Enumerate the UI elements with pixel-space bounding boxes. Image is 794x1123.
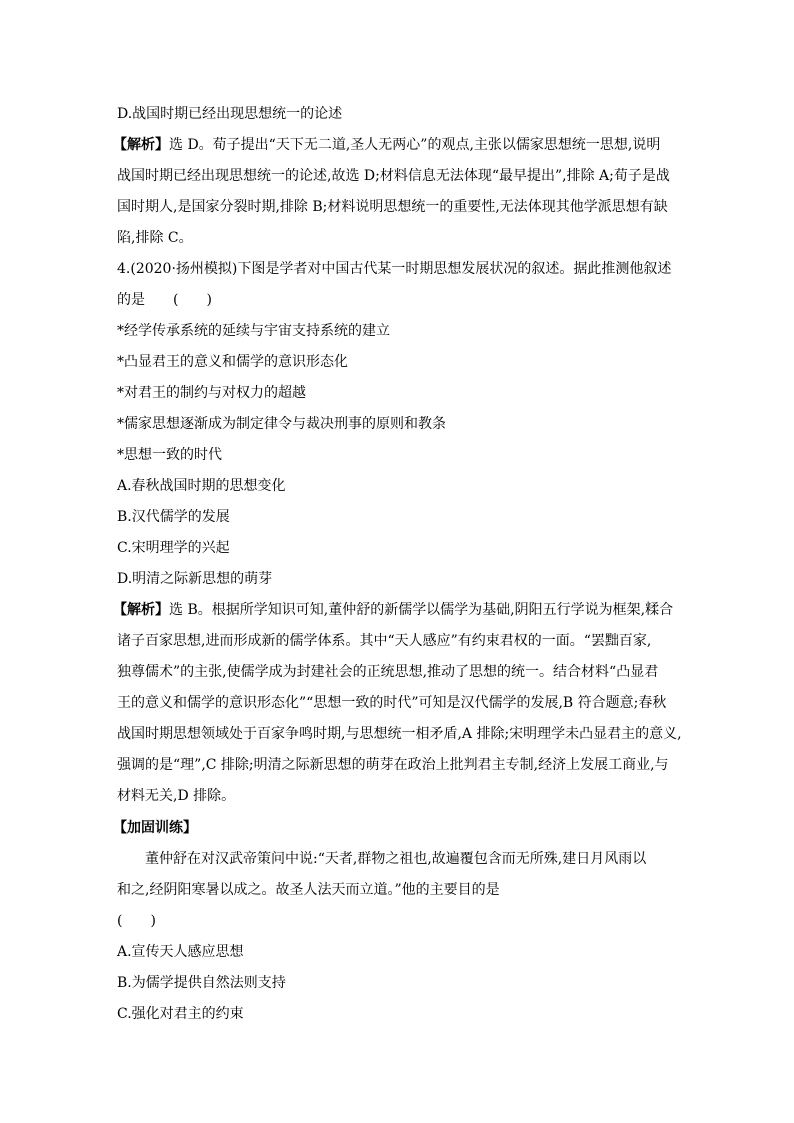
q4-bullet: *儒家思想逐渐成为制定律令与裁决刑事的原则和教条: [117, 416, 446, 432]
reinforce-stem-line-2: 和之,经阴阳寒暑以成之。故圣人法天而立道。”他的主要目的是: [117, 882, 500, 898]
reinforce-option-c: C.强化对君主的约束: [117, 1006, 244, 1022]
analysis-tag: 【解析】: [113, 602, 169, 618]
q4-option-a: A.春秋战国时期的思想变化: [117, 478, 286, 494]
q3-analysis-line-3: 国时期人,是国家分裂时期,排除 B;材料说明思想统一的重要性,无法体现其他学派思想有缺: [117, 199, 668, 215]
q4-stem-line-2: 的是 ( ): [117, 292, 212, 308]
q4-option-d: D.明清之际新思想的萌芽: [117, 571, 273, 587]
q4-option-b: B.汉代儒学的发展: [117, 509, 230, 525]
analysis-text: 选 D。荀子提出“天下无二道,圣人无两心”的观点,主张以儒家思想统一思想,说明: [169, 137, 661, 153]
reinforce-stem-line-3: ( ): [117, 913, 156, 929]
q3-analysis-line-4: 陷,排除 C。: [117, 230, 193, 246]
q4-analysis-line-7: 材料无关,D 排除。: [117, 788, 236, 804]
q4-analysis-line-3: 独尊儒术”的主张,使儒学成为封建社会的正统思想,推动了思想的统一。结合材料“凸显君: [117, 664, 659, 680]
q3-analysis-line-2: 战国时期已经出现思想统一的论述,故选 D;材料信息无法体现“最早提出”,排除 A;荀子是战: [117, 168, 670, 184]
q4-analysis-line-4: 王的意义和儒学的意识形态化”“思想一致的时代”可知是汉代儒学的发展,B 符合题意;春秋: [117, 695, 667, 711]
reinforce-stem-line-1: 董仲舒在对汉武帝策问中说:“天者,群物之祖也,故遍覆包含而无所殊,建日月风雨以: [145, 851, 647, 867]
q4-option-c: C.宋明理学的兴起: [117, 540, 230, 556]
q4-analysis-line-5: 战国时期思想领域处于百家争鸣时期,与思想统一相矛盾,A 排除;宋明理学未凸显君主的意义,: [117, 726, 682, 742]
reinforce-title: 【加固训练】: [113, 820, 197, 836]
q4-analysis-line-2: 诸子百家思想,进而形成新的儒学体系。其中“天人感应”有约束君权的一面。“罢黜百家,: [117, 633, 652, 649]
q3-analysis-line-1: [113, 135, 660, 155]
q4-bullet: *经学传承系统的延续与宇宙支持系统的建立: [117, 323, 390, 339]
reinforce-option-b: B.为儒学提供自然法则支持: [117, 975, 286, 991]
q3-option-d: D.战国时期已经出现思想统一的论述: [117, 106, 343, 122]
analysis-text: 选 B。根据所学知识可知,董仲舒的新儒学以儒学为基础,阴阳五行学说为框架,糅合: [169, 602, 674, 618]
q4-bullet: *对君王的制约与对权力的超越: [117, 385, 306, 401]
q4-analysis-line-6: 强调的是“理”,C 排除;明清之际新思想的萌芽在政治上批判君主专制,经济上发展工商业,与: [117, 757, 669, 773]
q4-bullet: *凸显君王的意义和儒学的意识形态化: [117, 354, 348, 370]
q4-analysis-line-1: [113, 600, 673, 620]
analysis-tag: 【解析】: [113, 137, 169, 153]
q4-stem-line-1: 4.(2020·扬州模拟)下图是学者对中国古代某一时期思想发展状况的叙述。据此推测他叙述: [117, 261, 672, 277]
q4-bullet: *思想一致的时代: [117, 447, 222, 463]
reinforce-option-a: A.宣传天人感应思想: [117, 944, 244, 960]
